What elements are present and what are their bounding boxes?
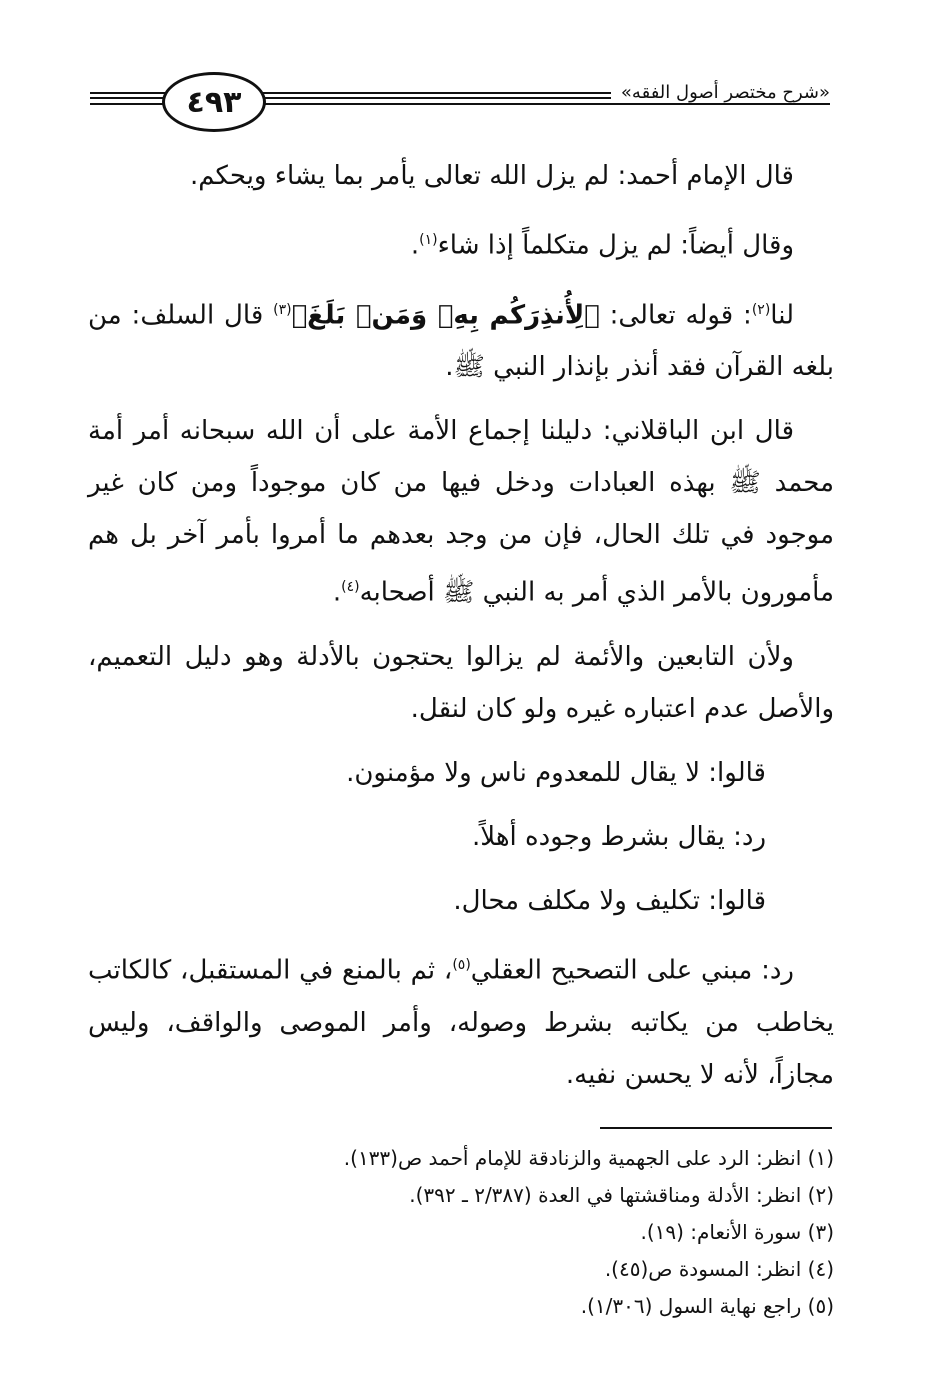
page-number: ٤٩٣ <box>186 84 242 120</box>
page-number-oval <box>162 72 266 132</box>
main-text <box>88 150 834 1113</box>
page-header <box>90 66 830 132</box>
footnote: (٣) سورة الأنعام: (١٩). <box>640 1220 834 1244</box>
footnote-ref[interactable]: (٣) <box>273 301 292 318</box>
footnote: (٥) راجع نهاية السول (١/٣٠٦). <box>580 1294 834 1318</box>
running-title: «شرح مختصر أصول الفقه» <box>611 82 830 103</box>
footnote: (١) انظر: الرد على الجهمية والزنادقة للإمام أحمد ص(١٣٣). <box>343 1146 834 1170</box>
paragraph: وقال أيضاً: لم يزل متكلماً إذا شاء$^{(١)}$. <box>410 230 794 261</box>
paragraph: قالوا: لا يقال للمعدوم ناس ولا مؤمنون. <box>346 757 766 788</box>
paragraph: رد: مبني على التصحيح العقلي$^{(٥)}$، ثم بالمنع في المستقبل، كالكاتب يخاطب من يكاتبه بشرط وصوله، وأمر الموصى والواقف، وليس مجازاً، لأنه لا يحسن نفيه. <box>88 955 834 1090</box>
footnote-ref[interactable]: (١) <box>419 232 438 248</box>
footnote: (٤) انظر: المسودة ص(٤٥). <box>604 1257 834 1281</box>
footnote-ref[interactable]: (٢) <box>751 301 771 318</box>
paragraph: ولأن التابعين والأئمة لم يزالوا يحتجون بالأدلة وهو دليل التعميم، والأصل عدم اعتباره غيره ولو كان لنقل. <box>88 641 834 724</box>
footnote-ref[interactable]: (٤) <box>341 579 360 596</box>
paragraph: قال الإمام أحمد: لم يزل الله تعالى يأمر بما يشاء ويحكم. <box>189 161 794 191</box>
paragraph: رد: يقال بشرط وجوده أهلاً. <box>472 821 766 852</box>
footnotes <box>134 1140 834 1325</box>
footnote-separator <box>600 1127 832 1129</box>
paragraph: لنا$^{(٢)}$: قوله تعالى: ﴿لِأُنذِرَكُم بِهِۦ وَمَنۢ بَلَغَ﴾$^{(٣)}$ قال السلف: من بلغه القرآن فقد أنذر بإنذار النبي ﷺ. <box>88 300 834 383</box>
paragraph: قالوا: تكليف ولا مكلف محال. <box>453 885 766 916</box>
quran-verse: ﴿لِأُنذِرَكُم بِهِۦ وَمَنۢ بَلَغَ﴾ <box>291 300 600 331</box>
footnote-ref[interactable]: (٥) <box>452 956 471 973</box>
footnote: (٢) انظر: الأدلة ومناقشتها في العدة (٢/٣٨٧ ـ ٣٩٢). <box>409 1183 834 1207</box>
paragraph: قال ابن الباقلاني: دليلنا إجماع الأمة على أن الله سبحانه أمر أمة محمد ﷺ بهذه العبادات ودخل فيها من كان موجوداً ومن كان غير موجود في تلك الحال، فإن من وجد بعدهم ما أمروا بأمر آخر بل هم مأمورون بالأمر الذي أمر به النبي ﷺ أصحابه$^{(٤)}$. <box>88 416 834 608</box>
